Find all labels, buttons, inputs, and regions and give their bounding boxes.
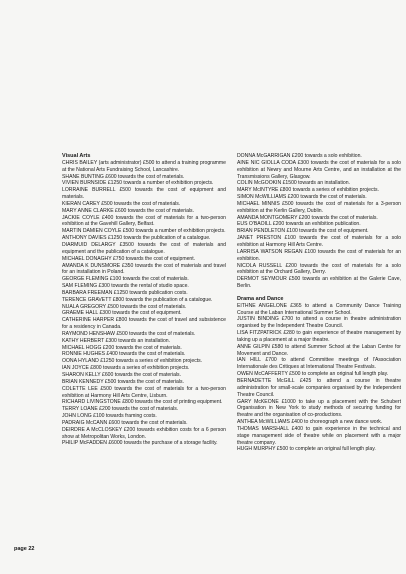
visual-arts-entry-list (62, 160, 226, 447)
grant-entry: JACKIE COYLE £400 towards the cost of materials for a two-person exhibition at the Gavehill Gallery, Belfast. (62, 214, 226, 228)
grant-entry: RAYMOND HENSHAW £500 towards the cost of materials. (62, 330, 196, 337)
section-heading-visual-arts: Visual Arts (62, 153, 91, 159)
grant-entry: DIARMUID DELARGY £3500 towards the cost of materials and equipment and the publication of a catalogue. (62, 241, 226, 255)
grant-entry: SAM FLEMING £300 towards the rental of studio space. (62, 283, 189, 290)
grant-entry: RONNIE HUGHES £400 towards the cost of materials. (62, 351, 186, 358)
grant-entry: IAN JOYCE £800 towards a series of exhibition projects. (62, 365, 190, 372)
grant-entry: GEORGE FLEMING £100 towards the cost of materials. (62, 276, 189, 283)
grant-entry: ANTHEA McWILLIAMS £400 to choreograph a new dance work. (237, 419, 383, 426)
grant-entry: AMANDA K DUNSMORE £350 towards the cost of materials and travel for an installation in Poland. (62, 262, 226, 276)
grant-entry: JANET PRESTON £100 towards the cost of materials for a solo exhibition at Harmony Hill Arts Centre. (237, 235, 401, 248)
grant-entry: GARY McKEONE £1000 to take up a placement with the Schubert Organisation in New York to study methods of securing funding for theatre and the organisation of co-productions. (237, 398, 401, 419)
grant-entry: RICHARD LIVINGSTONE £800 towards the cost of printing equipment. (62, 399, 223, 406)
grant-entry: PADRAIG McCANN £600 towards the cost of materials. (62, 419, 188, 426)
grant-entry: THOMAS MARSHALL £400 to gain experience in the technical and stage management side of theatre while on placement with a major theatre company. (237, 425, 401, 446)
grant-entry: BRIAN KENNEDY £500 towards the cost of materials. (62, 378, 184, 385)
grant-entry: BARBARA FREEMAN £1250 towards publication costs. (62, 289, 188, 296)
grant-entry: OONA HYLAND £1250 towards a series of exhibition projects. (62, 358, 203, 365)
grant-entry: SHARON KELLY £600 towards the cost of materials. (62, 372, 182, 378)
page-number: page 22 (14, 546, 35, 552)
grant-entry: SIMON McWILLIAMS £200 towards the cost of materials. (237, 194, 367, 201)
grant-entry: TERENCE GRAVETT £800 towards the publication of a catalogue. (62, 296, 213, 303)
grant-entry: CHRIS BAILEY (arts administrator) £500 to attend a training programme at the National Arts Fundraising School, Lancashire. (62, 159, 226, 173)
visual-arts-continued-entry-list (237, 153, 401, 290)
grant-entry: LORRAINE BURRELL £500 towards the cost of equipment and materials. (62, 187, 226, 201)
grant-entry: IAN HILL £700 to attend Committee meetings of l'Association Internationale des Critiques at International Theatre Festivals. (237, 357, 401, 371)
grant-entry: OWEN McCAFFERTY £500 to complete an original full length play. (237, 371, 389, 378)
grant-entry: MICHAEL MINNIS £500 towards the cost of materials for a 3-person exhibition at the Kerlin Gallery, Dublin. (237, 200, 401, 214)
grant-entry: KATHY HERBERT £300 towards an installation. (62, 337, 171, 344)
grant-entry: JOHN LONG £100 towards framing costs. (62, 413, 157, 420)
grant-entry: EITHNE ANGELONE £365 to attend a Community Dance Training Course at the Laban International Summer School. (237, 302, 401, 316)
grant-entry: VIVIEN BURNSIDE £1250 towards a number of exhibition projects. (62, 180, 214, 187)
grant-entry: COLETTE LEE £500 towards the cost of materials for a two-person exhibition at Harmony Hill Arts Centre, Lisburn. (62, 385, 226, 399)
grant-entry: BRIAN PENDLETON £100 towards the cost of equipment. (237, 228, 369, 235)
left-column (62, 153, 226, 447)
grant-entry: MARY ANNE CLARKE £600 towards the cost of materials. (62, 207, 195, 214)
grant-entry: TERRY LOANE £200 towards the cost of materials. (62, 406, 179, 413)
grant-entry: LARRISA WATSON REGAN £100 towards the cost of materials for an exhibition. (237, 248, 401, 262)
grant-entry: BERNADETTE McGILL £425 to attend a course in theatre administration for small-scale companies organised by the Independent Theatre Council. (237, 378, 401, 398)
section-heading-drama-and-dance: Drama and Dance (237, 295, 284, 302)
grant-entry: SHANE BUNTING £600 towards the cost of materials. (62, 173, 185, 180)
grant-entry: HUGH MURPHY £500 to complete an original full length play. (237, 446, 376, 453)
grant-entry: ANNE GILPIN £580 to attend Summer School at the Laban Centre for Movement and Dance. (237, 343, 401, 357)
grant-entry: DERMOT SEYMOUR £500 towards an exhibition at the Galerie Cave, Berlin. (237, 276, 401, 290)
grant-entry: EUS O'BAOILL £200 towards an exhibition publication. (237, 221, 361, 228)
grant-entry: PHILIP McFADDEN £6000 towards the purchase of a storage facility. (62, 440, 218, 447)
grant-entry: GRAEME HALL £300 towards the cost of equipment. (62, 310, 182, 317)
grant-entry: LISA FITZPATRICK £280 to gain experience of theatre management by taking up a placement at a major theatre. (237, 330, 401, 343)
grant-entry: DEIRDRE A McCLOSKEY £200 towards exhibition costs for a 6 person show at Metropolitan Works, London. (62, 426, 226, 440)
grant-entry: MICHAEL HOGG £200 towards the cost of materials. (62, 344, 182, 351)
drama-and-dance-entry-list (237, 303, 401, 454)
grant-entry: JUSTIN BINDING £700 to attend a course in theatre administration organised by the Independent Theatre Council. (237, 316, 401, 330)
grant-entry: MICHAEL DONAGHY £750 towards the cost of equipment. (62, 255, 196, 262)
grant-entry: COLIN McGOOKIN £1500 towards an installation. (237, 180, 350, 187)
right-column (237, 153, 401, 453)
grant-entry: DONNA McGARRIGAN £200 towards a solo exhibition. (237, 153, 362, 159)
grant-entry: ANTHONY DAVIES £1250 towards the publication of a catalogue. (62, 235, 211, 242)
grant-entry: KIERAN CAREY £500 towards the cost of materials. (62, 200, 181, 207)
grant-entry: CATHERINE HARPER £800 towards the cost of travel and subsistence for a residency in Canada. (62, 317, 226, 331)
grant-entry: AINE NIC GIOLLA CODA £300 towards the cost of materials for a solo exhibition at Newry and Mourne Arts Centre, and an installation at the Transmissions Gallery, Glasgow. (237, 159, 401, 180)
grant-entry: MARY McINTYRE £800 towards a series of exhibition projects. (237, 187, 379, 194)
grant-entry: NICOLA RUSSELL £200 towards the cost of materials for a solo exhibition at the Orchard Gallery, Derry. (237, 262, 401, 276)
grant-entry: NUALA GREGORY £500 towards the cost of materials. (62, 303, 187, 310)
grant-entry: MARTIN DAMIEN COYLE £500 towards a number of exhibition projects. (62, 228, 226, 235)
grant-entry: AMANDA MONTGOMERY £200 towards the cost of materials. (237, 214, 378, 221)
